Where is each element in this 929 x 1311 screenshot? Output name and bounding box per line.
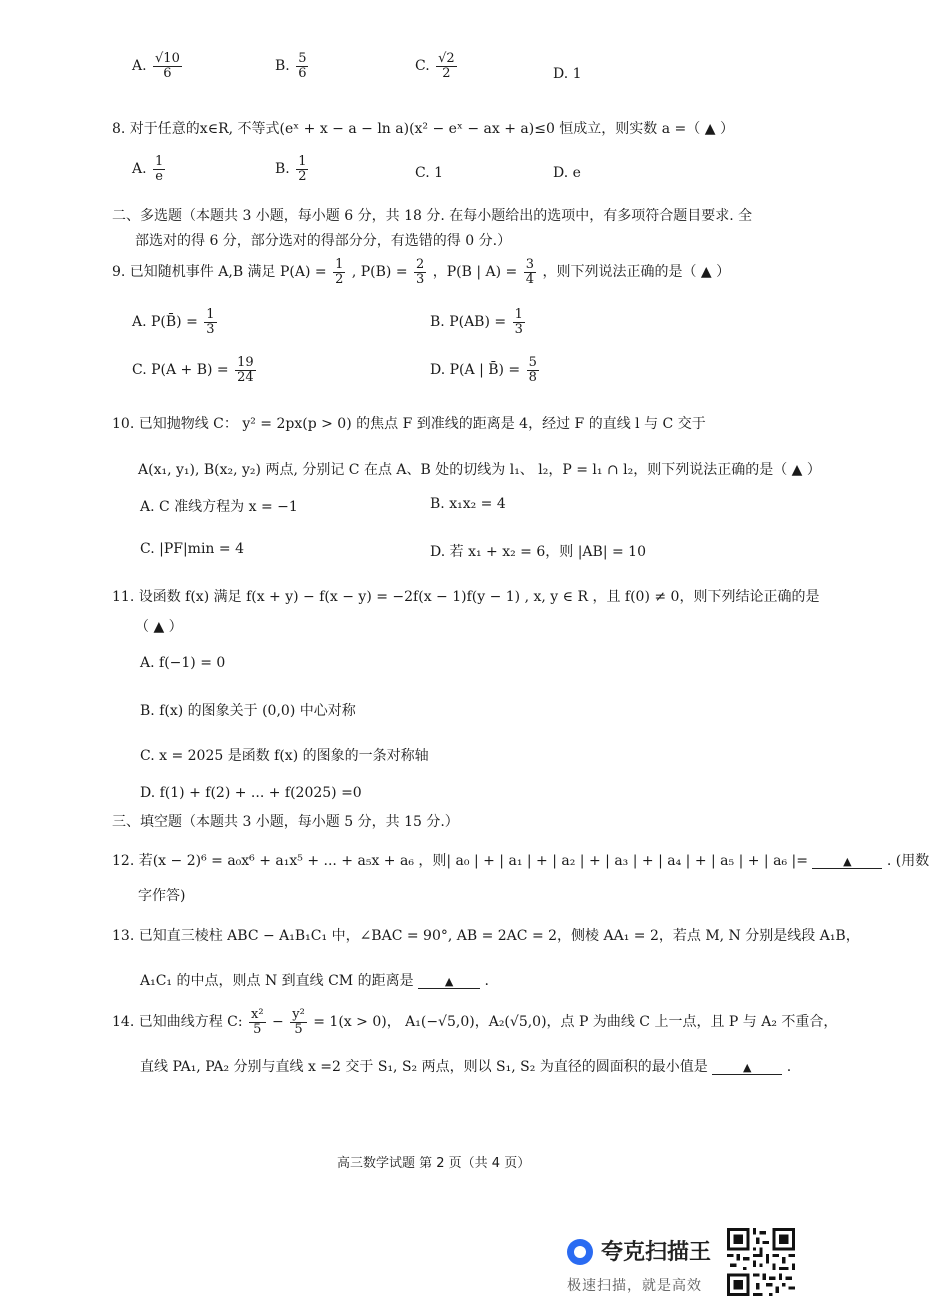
q9-text: ，则下列说法正确的是（ ▲ ） [542, 264, 731, 281]
q13-text: . [484, 973, 489, 989]
q10-option-a: A. C 准线方程为 x = −1 [140, 499, 298, 515]
scanner-brand [567, 1235, 727, 1295]
q7-option-c [415, 52, 459, 80]
option-label: A. P(B̄) = [132, 314, 198, 331]
fraction [153, 155, 165, 183]
q8-option-b [275, 155, 310, 183]
numerator: 5 [298, 51, 307, 66]
fraction [296, 155, 308, 183]
q8-option-a [132, 155, 167, 183]
denominator: 3 [416, 271, 425, 287]
fraction [296, 52, 308, 80]
question-14-line2 [140, 1056, 791, 1076]
denominator: 3 [514, 321, 523, 337]
numerator: 19 [237, 355, 254, 370]
option-label: C. P(A + B) = [132, 362, 229, 379]
numerator: √2 [438, 51, 455, 66]
option-label: B. [275, 58, 290, 75]
denominator: 2 [335, 271, 344, 287]
fraction [249, 1008, 266, 1036]
q13-text: A₁C₁ 的中点，则点 N 到直线 CM 的距离是 [140, 973, 414, 989]
fraction [436, 52, 457, 80]
q12-text: . (用数 [886, 853, 929, 869]
option-label: A. [132, 58, 147, 75]
section-2-heading: 二、多选题（本题共 3 小题，每小题 6 分，共 18 分. 在每小题给出的选项中，有多项符合题目要求. 全 [112, 208, 753, 224]
option-label: B. [275, 161, 290, 178]
section-2-note: 部选对的得 6 分，部分选对的得部分分，有选错的得 0 分.） [135, 233, 512, 249]
option-label: D. P(A | B̄) = [430, 362, 521, 379]
option-label: B. P(AB) = [430, 314, 507, 331]
question-10-line1: 10. 已知抛物线 C： y² = 2px(p > 0) 的焦点 F 到准线的距离是 4，经过 F 的直线 l 与 C 交于 [112, 416, 706, 432]
q7-option-d: D. 1 [553, 66, 582, 82]
denominator: 5 [253, 1021, 262, 1037]
denominator: 2 [442, 65, 451, 81]
question-13-line2 [140, 970, 489, 990]
question-13-line1: 13. 已知直三棱柱 ABC − A₁B₁C₁ 中，∠BAC = 90°, AB = 2AC = 2，侧棱 AA₁ = 2，若点 M, N 分别是线段 A₁B， [112, 928, 860, 944]
question-14-line1 [112, 1008, 837, 1036]
q9-option-c [132, 356, 258, 384]
denominator: 8 [528, 369, 537, 385]
q14-text: 14. 已知曲线方程 C: [112, 1014, 243, 1031]
denominator: 5 [294, 1021, 303, 1037]
numerator: 1 [514, 307, 523, 322]
numerator: 1 [155, 154, 164, 169]
q10-option-d: D. 若 x₁ + x₂ = 6，则 |AB| = 10 [430, 544, 646, 560]
numerator: 2 [416, 257, 425, 272]
fraction [524, 258, 536, 286]
q9-option-b [430, 308, 527, 336]
q10-option-b: B. x₁x₂ = 4 [430, 496, 506, 512]
option-label: A. [132, 161, 147, 178]
q11-option-a: A. f(−1) = 0 [140, 655, 226, 671]
denominator: 24 [237, 369, 254, 385]
denominator: 3 [206, 321, 215, 337]
numerator: √10 [155, 51, 180, 66]
denominator: 2 [298, 168, 307, 184]
q8-option-d: D. e [553, 165, 581, 181]
question-12-line2: 字作答) [138, 888, 186, 904]
numerator: 1 [335, 257, 344, 272]
numerator: 5 [528, 355, 537, 370]
numerator: x² [251, 1007, 264, 1022]
q11-option-d: D. f(1) + f(2) + ... + f(2025) =0 [140, 785, 362, 801]
q9-text: ，P(B | A) = [432, 264, 518, 281]
fraction [153, 52, 182, 80]
numerator: 3 [525, 257, 535, 272]
q12-text: 12. 若(x − 2)⁶ = a₀x⁶ + a₁x⁵ + ... + a₅x + a₆ ，则| a₀ | + | a₁ | + | a₂ | + | a₃ | + | a₄ | + | a₅ | + | a₆ |= [112, 853, 808, 869]
fraction [235, 356, 256, 384]
q9-option-a [132, 308, 219, 336]
q8-option-c: C. 1 [415, 165, 444, 181]
answer-blank: ▲ [812, 855, 882, 869]
section-3-heading: 三、填空题（本题共 3 小题，每小题 5 分，共 15 分.） [112, 814, 459, 830]
numerator: 1 [298, 154, 307, 169]
denominator: 6 [298, 65, 307, 81]
fraction [513, 308, 525, 336]
qr-code-icon [727, 1228, 795, 1296]
q9-text: 9. 已知随机事件 A,B 满足 P(A) = [112, 264, 327, 281]
answer-blank: ▲ [712, 1061, 782, 1075]
q11-option-b: B. f(x) 的图象关于 (0,0) 中心对称 [140, 703, 356, 719]
answer-blank: ▲ [418, 975, 480, 989]
denominator: e [155, 168, 163, 184]
fraction [290, 1008, 307, 1036]
q10-option-c: C. |PF|min = 4 [140, 541, 244, 557]
q14-text: 直线 PA₁, PA₂ 分别与直线 x =2 交于 S₁, S₂ 两点，则以 S₁, S₂ 为直径的圆面积的最小值是 [140, 1059, 708, 1075]
fraction [333, 258, 345, 286]
page-footer: 高三数学试题 第 2 页（共 4 页） [337, 1156, 531, 1171]
numerator: 1 [206, 307, 215, 322]
denominator: 6 [163, 65, 172, 81]
brand-logo-icon [567, 1239, 593, 1265]
option-label: C. [415, 58, 430, 75]
q14-text: = 1(x > 0)， A₁(−√5,0)，A₂(√5,0)，点 P 为曲线 C 上一点，且 P 与 A₂ 不重合， [313, 1014, 838, 1031]
q9-text: , P(B) = [351, 264, 408, 281]
brand-slogan: 极速扫描，就是高效 [567, 1278, 702, 1294]
q7-option-a [132, 52, 184, 80]
q11-option-c: C. x = 2025 是函数 f(x) 的图象的一条对称轴 [140, 748, 429, 764]
question-9 [112, 258, 730, 286]
q14-text: . [786, 1059, 792, 1075]
q9-option-d [430, 356, 541, 384]
brand-name: 夸克扫描王 [601, 1240, 712, 1265]
question-10-line2: A(x₁, y₁), B(x₂, y₂) 两点, 分别记 C 在点 A、B 处的切线为 l₁、 l₂，P = l₁ ∩ l₂，则下列说法正确的是（ ▲ ） [138, 462, 821, 478]
numerator: y² [292, 1007, 305, 1022]
fraction [414, 258, 426, 286]
question-12-line1 [112, 850, 929, 870]
denominator: 4 [525, 271, 535, 287]
question-8: 8. 对于任意的x∈R, 不等式(eˣ + x − a − ln a)(x² − eˣ − ax + a)≤0 恒成立，则实数 a =（ ▲ ） [112, 121, 734, 137]
q14-text: − [272, 1014, 284, 1031]
fraction [527, 356, 539, 384]
question-11-line1: 11. 设函数 f(x) 满足 f(x + y) − f(x − y) = −2f(x − 1)f(y − 1) , x, y ∈ R ，且 f(0) ≠ 0，则下列结论正确的是 [112, 589, 820, 605]
fraction [204, 308, 216, 336]
question-11-line2: （ ▲ ） [135, 619, 183, 635]
q7-option-b [275, 52, 310, 80]
